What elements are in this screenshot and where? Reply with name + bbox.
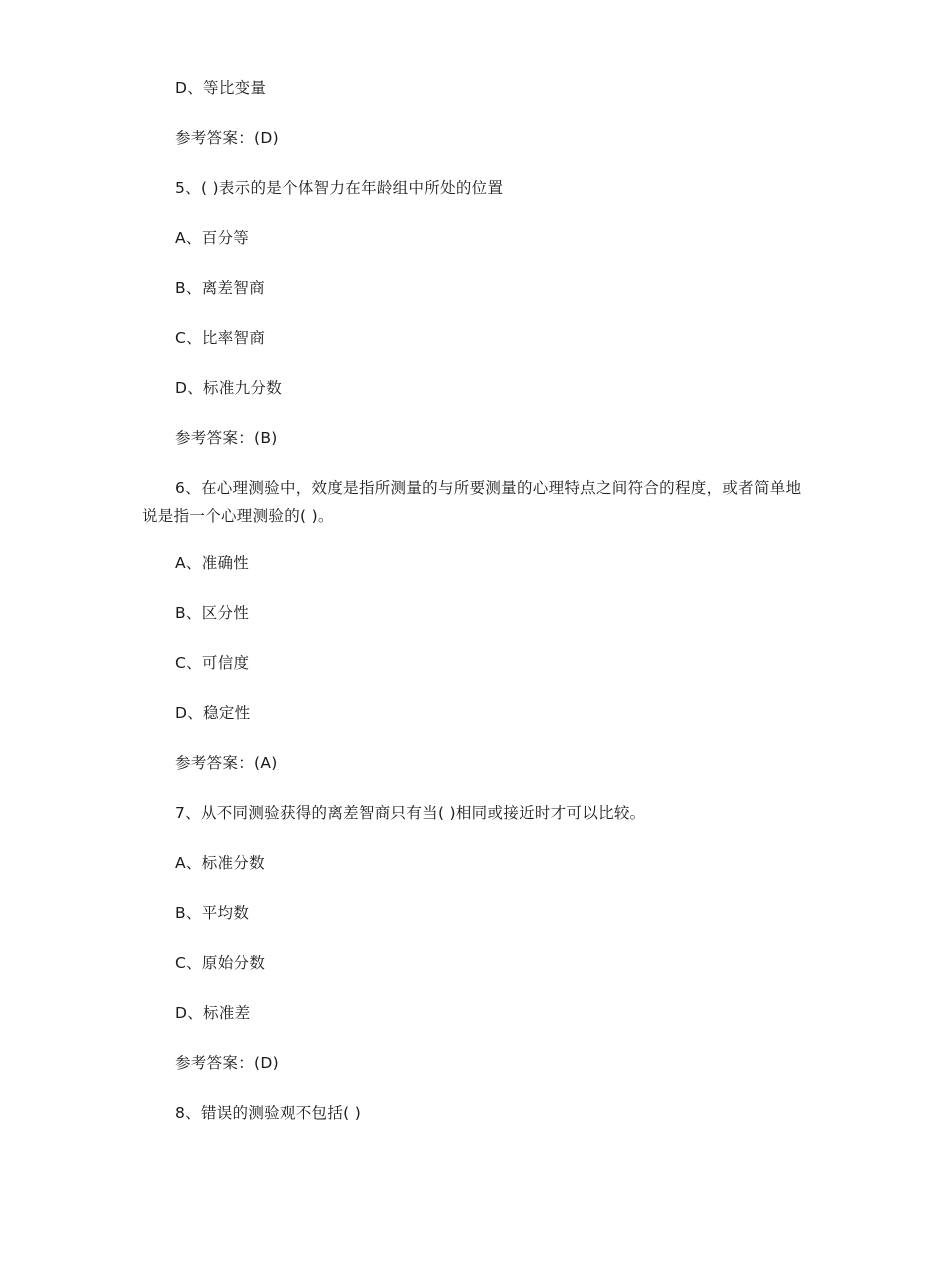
q7-option-a: A、标准分数 bbox=[175, 854, 265, 872]
q5-question: 5、( )表示的是个体智力在年龄组中所处的位置 bbox=[175, 179, 504, 197]
q6-option-c: C、可信度 bbox=[175, 654, 250, 672]
q6-option-d: D、稳定性 bbox=[175, 704, 251, 722]
q6-answer: 参考答案：(A) bbox=[175, 754, 278, 772]
q8-question: 8、错误的测验观不包括( ) bbox=[175, 1104, 362, 1122]
q7-option-c: C、原始分数 bbox=[175, 954, 266, 972]
q4-option-d: D、等比变量 bbox=[175, 79, 267, 97]
q7-question: 7、从不同测验获得的离差智商只有当( )相同或接近时才可以比较。 bbox=[175, 804, 646, 822]
q4-answer: 参考答案：(D) bbox=[175, 129, 279, 147]
q7-option-b: B、平均数 bbox=[175, 904, 250, 922]
q6-option-a: A、准确性 bbox=[175, 554, 250, 572]
q5-option-c: C、比率智商 bbox=[175, 329, 266, 347]
q7-answer: 参考答案：(D) bbox=[175, 1054, 279, 1072]
q6-option-b: B、区分性 bbox=[175, 604, 250, 622]
q5-option-d: D、标准九分数 bbox=[175, 379, 283, 397]
q7-option-d: D、标准差 bbox=[175, 1004, 251, 1022]
q5-option-a: A、百分等 bbox=[175, 229, 250, 247]
q5-option-b: B、离差智商 bbox=[175, 279, 265, 297]
q5-answer: 参考答案：(B) bbox=[175, 429, 278, 447]
q6-question: 6、在心理测验中，效度是指所测量的与所要测量的心理特点之间符合的程度，或者简单地说是指一个心理测验的( )。 bbox=[142, 479, 802, 525]
